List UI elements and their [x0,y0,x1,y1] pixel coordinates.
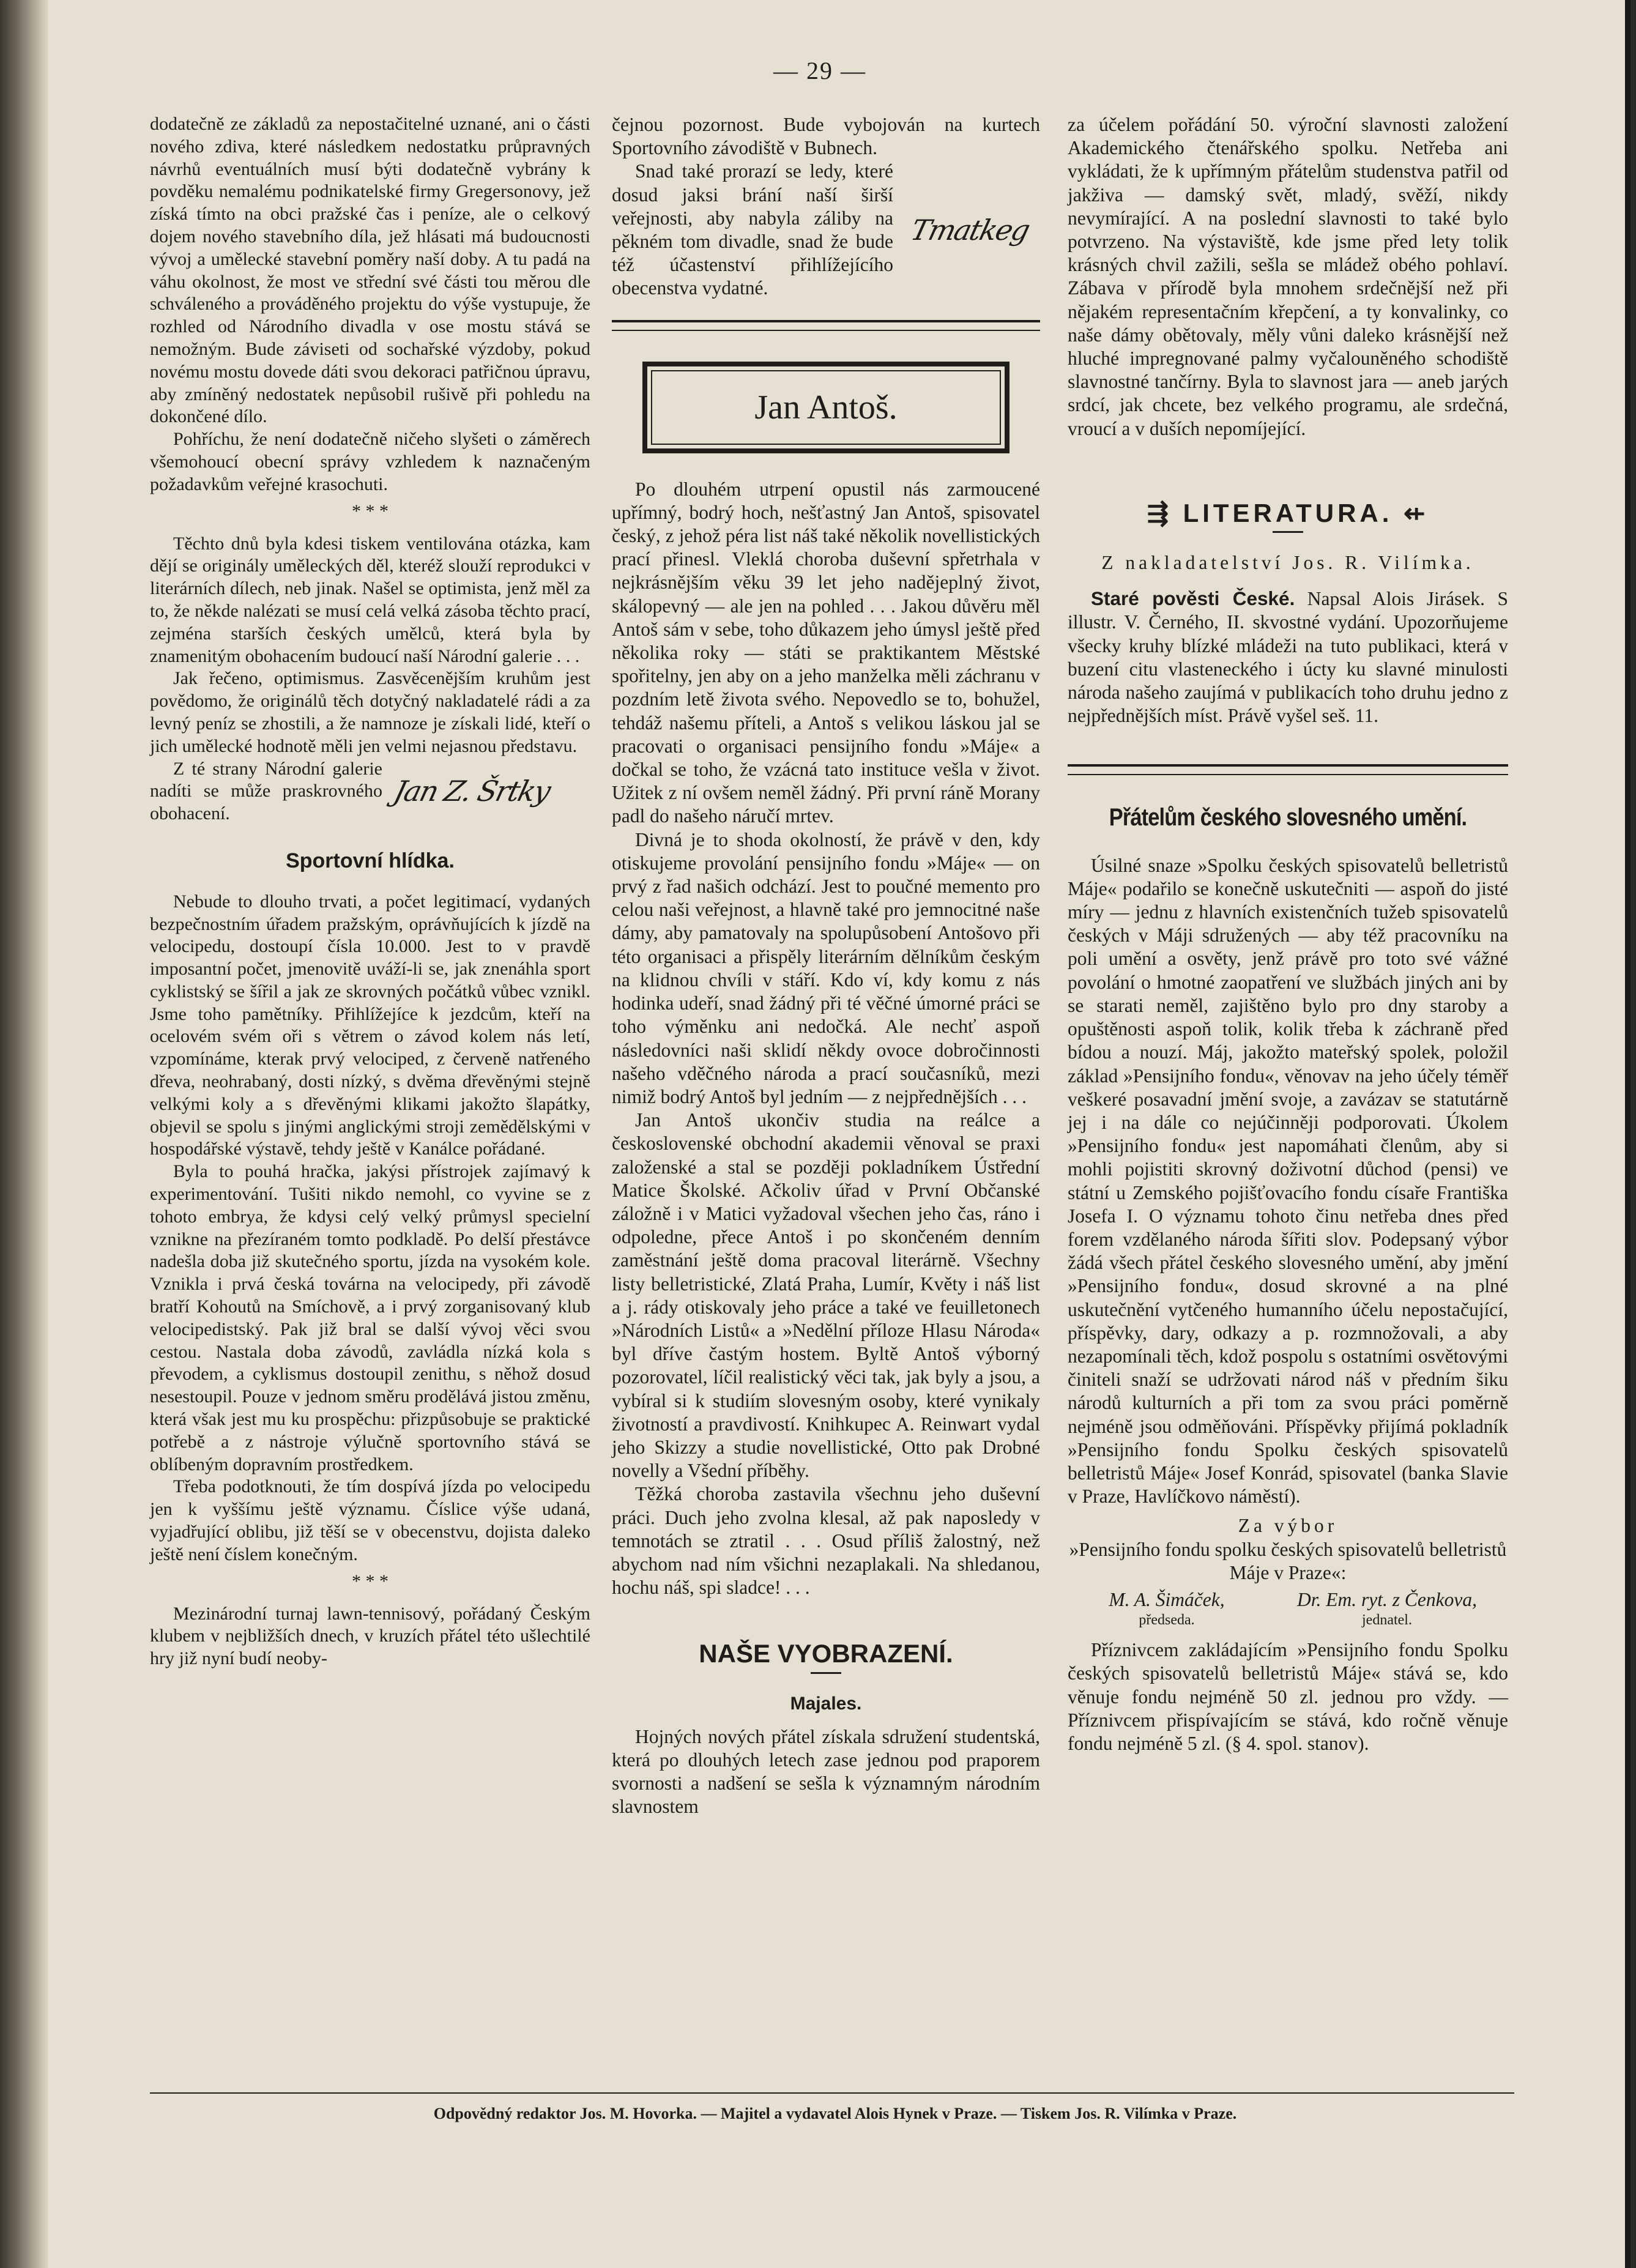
book-review [1068,587,1508,727]
literature-title-text: LITERATURA. [1183,498,1393,527]
closing-with-signature [612,160,1040,300]
obituary-paragraph: Po dlouhém utrpení opustil nás zarmoucené upřímný, bodrý hoch, nešťastný Jan Antoš, spisovatel český, z jehož péra list náš také několik novellistických prací přinesl. Vleklá choroba duševní spřetrhala v nejkrásnějším věku 39 let jeho nadějeplný život, skálopevný — ale jen na pohled . . . Jakou důvěru měl Antoš sám v sebe, toho důkazem jeho úmysl ještě před několika roky — státi se praktikantem Městské spořitelny, jen aby on a jeho manželka měli záchranu v pozdním letě života svého. Nepovedlo se to, bohužel, tehdáž našemu příteli, a Antoš s velikou láskou jal se pracovati o organisaci pensijního fondu »Máje« a dočkal se toho, že vzácná tato instituce vešla v život. Užitek z ní ovšem neměl žádný. Při první ráně Morany padl do našeho náručí mrtev. [612,478,1040,827]
arrow-ornament-icon: ⇷ [1392,498,1429,527]
closing-with-signature [150,758,590,825]
obituary-title-frame [642,362,1009,453]
section-title-friends: Přátelům českého slovesného umění. [1109,804,1467,831]
column-middle [612,113,1040,1819]
obituary-title: Jan Antoš. [651,370,1001,445]
section-divider [1068,764,1508,775]
article-paragraph: Pohříchu, že není dodatečně ničeho slyšeti o záměrech všemohoucí obecní správy vzhledem k naznačeným požadavkům veřejné krasochuti. [150,429,590,494]
sport-paragraph: Nebude to dlouho trvati, a počet legitimací, vydaných bezpečnostním úřadem pražským, oprávňujících k jízdě na velocipedu, dostoupí čísla 10.000. Jest to v pravdě imposantní počet, jmenovitě uváží-li se, jak znenáhla sport cyklistský se šířil a jak ze skrovných počátků vůbec vznikl. Jsme toho pamětníky. Přihlížejíce k jezdcům, kteří na ocelovém svém oři s větrem o závod kolem nás letí, vzpomínáme, kterak prvý velociped, z červeně natřeného dřeva, neohrabaný, dosti nízký, s dvěma dřevěnými stejně velkými koly a s dřevěnými klikami jakožto šlapátky, objevil se spolu s jinými anglickými stroji zemědělskými v hospodářské výstavě, tehdy ještě v Kanálce pořádané. [150,891,590,1159]
title-underline [1273,531,1303,533]
signatory [1266,1588,1508,1629]
section-separator-stars: * * * [352,1571,389,1591]
committee-heading: Za výbor [1238,1515,1338,1537]
obituary-paragraph: Jan Antoš ukončiv studia na reálce a československé obchodní akademii věnoval se praxi založenské a stal se později pokladníkem Ústřední Matice Školské. Ačkoliv úřad v První Občanské záložně i v Matici vyžadoval všechen jeho čas, ráno i odpoledne, přece Antoš i po skončeném denním zaměstnání ještě doma pracoval literárně. Všechny listy belletristické, Zlatá Praha, Lumír, Květy i náš list a j. rády otiskovaly jeho práce a také ve feuilletonech »Národních Listů« a »Nedělní příloze Hlasu Národa« byl dříve častým hostem. Byltě Antoš výborný pozorovatel, líčil realistický věci tak, jak byly a jsou, a vybíral si k studiím slovesným osoby, které vynikaly životností a pravdivostí. Knihkupec A. Reinwart vydal jeho Skizzy a studie novellistické, Otto pak Drobné novelly a Všední příběhy. [612,1109,1040,1482]
arrow-ornament-icon: ⇶ [1147,498,1183,527]
article-paragraph: Jak řečeno, optimismus. Zasvěcenějším kruhům jest povědomo, že originálů těch dotyčný nakladatelé rádi a za levný peníz se zhostili, a že namnoze je získali lidé, kteří o jich umělecké hodnotě měli jen velmi nejasnou představu. [150,668,590,756]
obituary-paragraph: Těžká choroba zastavila všechnu jeho duševní práci. Duch jeho zvolna klesal, až pak naposledy v temnotách se ztratil . . . Osud příliš žalostný, než abychom nad ním všichni nezaplakali. Na shledanou, hochu náš, spi sladce! . . . [612,1483,1040,1599]
author-signature: Tmatkeg [907,213,1033,247]
sport-paragraph: Byla to pouhá hračka, jakýsi přístrojek zajímavý k experimentování. Tušiti nikdo nemohl, co vyvine se z tohoto embrya, že kdysi celý velký průmysl specielní vznikne na přezíraném tomto podkladě. Po delší přestávce nadešla doba již skutečného sportu, jízda na vysokém kole. Vznikla i prvá česká továrna na velocipedy, při závodě bratří Kohoutů na Smíchově, a i prvý zorganisovaný klub velocipedistský. Pak již bral se další vývoj věci svou cestou. Nastala doba závodů, zavládla nízká kola s převodem, a cyklismus dostoupil zenithu, s něhož dosud nesestoupil. Pouze v jednom směru prodělává jistou změnu, která však jest mu ku prospěchu: přizpůsobuje se praktické potřebě a z nástroje výlučně sportovního stává se oblíbeným dopravním prostředkem. [150,1161,590,1474]
article-continuation-text: dodatečně ze základů za nepostačitelné uznané, ani o části nového zdiva, které následkem nedostatku průpravných návrhů eventuálních musí býti dodatečně vybrány k povděku nemalému podnikatelské firmy Gregersonovy, jež získá tímto na obci pražské čas i peníze, ale o celkový dojem nového stavebního díla, jež hlásati má budoucnosti vývoj a umělecké stavební poměry naší doby. A tu padá na váhu okolnost, že most ve střední své části tou měrou dle schváleného a prováděného projektu do výše vystupuje, že rozhled od Národního divadla v ose mostu stává se nemožným. Bude záviseti od sochařské výzdoby, pokud novému mostu dovede dáti svou dekoraci patřičnou úpravu, aby zmíněný nedostatek nepůsobil rušivě při pohledu na dokončené dílo. [150,114,590,427]
appeal-paragraph: Úsilné snaze »Spolku českých spisovatelů belletristů Máje« podařilo se konečně uskutečniti — aspoň do jisté míry — jednu z hlavních existenčních tužeb spisovatelů českých v Máji sdružených — aby též pracovníku na poli umění a osvěty, jenž právě pro toto své vážné povolání o hmotné zaopatření ve službách jiných ani by se starati neměl, zajištěno bylo pro dny staroby a opuštěnosti aspoň tolik, kolik třeba k záchraně před bídou a nouzí. Máj, jakožto mateřský spolek, položil základ »Pensijního fondu«, věnovav na jeho účely téměř veškeré posavadní jmění svoje, a zavázav se statutárně jej i na dále co nejúčinněji podporovati. Úkolem »Pensijního fondu« jest napomáhati členům, aby si mohli pojistiti skrovný doživotní důchod (pensi) ve státní u Zemského pojišťovacího fondu císaře Františka Josefa I. O významu tohoto činu netřeba dnes před forem vzdělaného národa šířiti slov. Podepsaný výbor žádá všech přátel českého slovesného umění, aby jmění »Pensijního fondu«, dosud skrovné a na plné uskutečnění vytčeného humanního účelu nepostačující, příspěvky, dary, odkazy a p. rozmnožovali, a aby nezapomínali těch, kdož pospolu s ostatními osvětovými činiteli snaží se udržovati národ náš v předním šiku národů kulturních a při tom za svou práci poměrně nejméně jsou odměňováni. Příspěvky přijímá pokladník »Pensijního fondu Spolku českých spisovatelů belletristů Máje« Josef Konrád, spisovatel (banka Slavie v Praze, Havlíčkovo náměstí). [1068,854,1508,1508]
publisher-line: Z nakladatelství Jos. R. Vilímka. [1101,552,1474,574]
signatory-role: jednatel. [1362,1612,1412,1629]
author-signature: Jan Z. Šrtky [390,775,554,808]
committee-line: »Pensijního fondu spolku českých spisovatelů belletristů Máje v Praze«: [1069,1538,1507,1583]
majales-paragraph: Hojných nových přátel získala sdružení studentská, která po dlouhých letech zase jednou pod praporem svornosti a nadšení se sešla k významným národním slavnostem [612,1725,1040,1818]
signatory-role: předseda. [1139,1612,1195,1629]
sport-paragraph: Třeba podotknouti, že tím dospívá jízda po velocipedu jen k vyššímu ještě významu. Číslice výše udaná, vyjadřující oblibu, již těší se v obecenstvu, dojista daleko ještě není číslem konečným. [150,1476,590,1564]
appeal-paragraph: Příznivcem zakládajícím »Pensijního fondu Spolku českých spisovatelů belletristů Máje« stává se, kdo věnuje fondu nejméně 50 zl. jednou pro vždy. — Příznivcem přispívajícím se stává, kdo ročně věnuje fondu nejméně 5 zl. (§ 4. spol. stanov). [1068,1639,1508,1754]
page-number: — 29 — [773,57,866,84]
page-edge-shadow [1625,0,1630,2268]
section-separator-stars: * * * [352,500,389,521]
signatory [1068,1588,1266,1629]
section-title-illustrations: NAŠE VYOBRAZENÍ. [699,1639,953,1668]
subsection-title-majales: Majales. [790,1693,862,1714]
sport-paragraph: Mezinárodní turnaj lawn-tennisový, pořádaný Českým klubem v nejbližších dnech, v kruzích přátel této ušlechtilé hry již nyní budí neoby- [150,1603,590,1669]
binding-edge [0,0,48,2268]
article-paragraph: Těchto dnů byla kdesi tiskem ventilována otázka, kam dějí se originály uměleckých děl, kteréž slouží reprodukci v literárních dílech, neb jinak. Našel se optimista, jenž měl za to, že někde nalézati se musí celá velká zásoba těchto prací, zejména starších českých umělců, která byla by znamenitým obohacením budoucí naší Národní galerie . . . [150,533,590,666]
article-paragraph: Snad také prorazí se ledy, které dosud jaksi brání naší širší veřejnosti, aby nabyla záliby na pěkném tom divadle, snad že bude též účastenství přihlížejícího obecenstva vydatné. [612,160,893,299]
imprint-footer: Odpovědný redaktor Jos. M. Hovorka. — Majitel a vydavatel Alois Hynek v Praze. — Tiskem Jos. R. Vilímka v Praze. [433,2105,1237,2122]
sport-continuation-text: čejnou pozornost. Bude vybojován na kurtech Sportovního závodiště v Bubnech. [612,114,1040,159]
book-title: Staré pověsti České. [1091,587,1295,610]
section-title-literature [1068,498,1508,527]
title-underline [811,1672,841,1674]
majales-continuation-text: za účelem pořádání 50. výroční slavnosti založení Akademického čtenářského spolku. Netřeba ani vykládati, že k upřímným přátelům studenstva patřil od jakživa — damský svět, mladý, svěží, nikdy nevymírající. A na poslední slavnosti to také bylo potvrzeno. Na výstaviště, kde jsme před lety tolik krásných chvil zažili, sešla se mládež obého pohlaví. Zábava v přírodě byla mnohem srdečnější než při nějakém representačním křepčení, a ty konvalinky, co naše dámy obětovaly, měly vůni daleko krásnější než hluché impregnované palmy vyčalouněného schodiště slavnostné tančírny. Byla to slavnost jara — aneb jarých srdcí, jak chcete, bez velkého programu, ale srdečná, vroucí a v duších nepomíjející. [1068,114,1508,439]
book-review-text: Napsal Alois Jirásek. S illustr. V. Černého, II. skvostné vydání. Upozorňujeme všecky kruhy blízké mládeži na tuto publikaci, která v buzení citu vlasteneckého i úcty ku slavné minulosti národa našeho zaujímá v publikacích toho druhu jedno z nejpřednějších míst. Právě vyšel seš. 11. [1068,588,1509,727]
obituary-paragraph: Divná je to shoda okolností, že právě v den, kdy otiskujeme provolání pensijního fondu »Máje« — on prvý z řad našich odchází. Jest to poučné memento pro celou naši veřejnost, a hlavně také pro jemnocitné naše dámy, aby pamatovaly na spolupůsobení Antošovo při této organisaci a přispěly literárním dělníkům českým na klidnou chvíli v stáří. Kdo ví, kdy komu z nás hodinka udeří, snad žádný při té věčné úmorné práci se toho výměnku ani nedočká. Ale nechť aspoň následovníci naši sklidí někdy ovoce dobročinnosti našeho vděčného národa a prací současníků, mezi nimiž bodrý Antoš byl jedním — z nejpřednějších . . . [612,828,1040,1107]
article-paragraph: Z té strany Národní galerie nadíti se může praskrovného obohacení. [150,758,382,824]
footer-rule [150,2092,1514,2094]
signatory-name: Dr. Em. ryt. z Čenkova, [1297,1588,1477,1610]
column-left [150,113,590,1670]
column-right [1068,113,1508,1755]
signatory-name: M. A. Šimáček, [1109,1588,1225,1610]
section-divider [612,320,1040,331]
section-title-sport: Sportovní hlídka. [286,849,455,872]
signatories [1068,1588,1508,1629]
